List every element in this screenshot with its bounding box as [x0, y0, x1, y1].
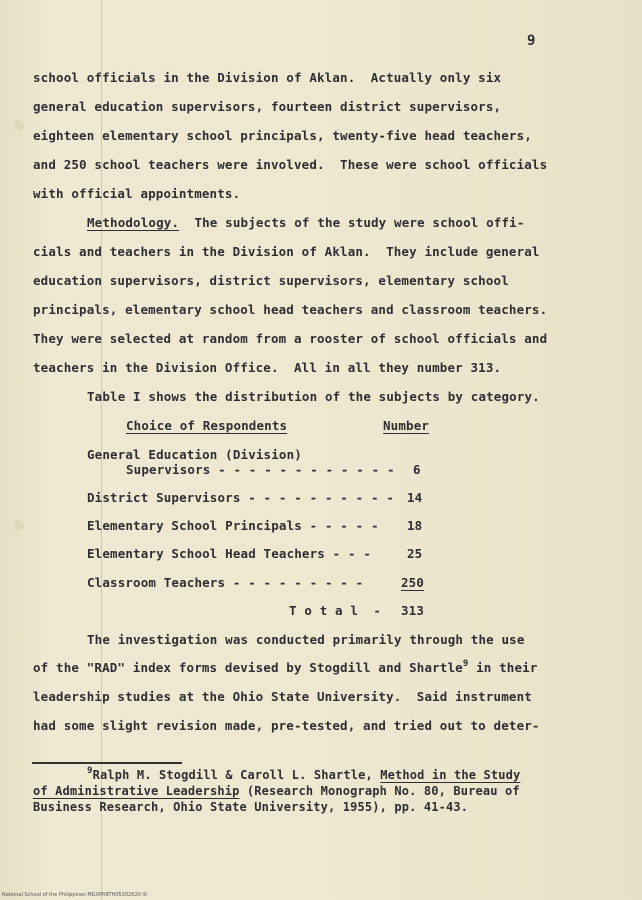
binding-hole	[14, 120, 24, 130]
footnote-reference: 9	[462, 659, 469, 669]
body-line: The investigation was conducted primarily through the use	[87, 632, 525, 647]
table-row-value: 250	[401, 575, 425, 590]
footnote-authors: Ralph M. Stogdill & Caroll L. Shartle,	[92, 768, 381, 782]
body-line: with official appointments.	[33, 186, 241, 201]
footnote-title: of Administrative Leadership	[33, 784, 240, 798]
body-text: of the "RAD" index forms devised by Stogdill and Shartle	[33, 660, 463, 675]
table-header-number: Number	[383, 418, 430, 433]
body-text: The subjects of the study were school offi-	[179, 215, 525, 230]
footnote-line	[87, 768, 520, 782]
body-line-with-footnote	[33, 660, 538, 675]
body-line: eighteen elementary school principals, twenty-five head teachers,	[33, 128, 532, 143]
table-row-value: 25	[407, 546, 423, 561]
table-row-value: 14	[407, 490, 423, 505]
body-line: general education supervisors, fourteen district supervisors,	[33, 99, 502, 114]
methodology-heading: Methodology.	[87, 215, 180, 230]
body-text: in their	[468, 660, 538, 675]
body-line: education supervisors, district supervisors, elementary school	[33, 273, 509, 288]
table-row-value: 6	[413, 462, 421, 477]
table-total-label: T o t a l -	[289, 603, 382, 618]
table-row-label: District Supervisors - - - - - - - - - -	[87, 490, 395, 505]
footnote-text: (Research Monograph No. 80, Bureau of	[239, 784, 520, 798]
table-row-label: General Education (Division)	[87, 447, 302, 462]
footnote-number: 9	[87, 766, 93, 776]
body-line: teachers in the Division Office. All in all they number 313.	[33, 360, 502, 375]
scan-footer: National School of the Philippines MGXPRRTH05202020 lit	[2, 892, 148, 898]
body-line: Table I shows the distribution of the subjects by category.	[87, 389, 540, 404]
body-line: school officials in the Division of Aklan. Actually only six	[33, 70, 502, 85]
table-row-label: Elementary School Head Teachers - - -	[87, 546, 371, 561]
footnote-line: Business Research, Ohio State University, 1955), pp. 41-43.	[33, 800, 469, 814]
table-row-label: Elementary School Principals - - - - -	[87, 518, 379, 533]
footnote-rule	[32, 762, 182, 764]
table-header-respondents: Choice of Respondents	[126, 418, 288, 433]
body-line: had some slight revision made, pre-tested, and tried out to deter-	[33, 718, 540, 733]
table-row-value: 18	[407, 518, 423, 533]
binding-hole	[14, 520, 24, 530]
table-total-value: 313	[401, 603, 425, 618]
body-line: cials and teachers in the Division of Aklan. They include general	[33, 244, 540, 259]
body-line: principals, elementary school head teachers and classroom teachers.	[33, 302, 548, 317]
table-row-label: Supervisors - - - - - - - - - - - -	[126, 462, 395, 477]
body-line: and 250 school teachers were involved. These were school officials	[33, 157, 548, 172]
body-line: They were selected at random from a rooster of school officials and	[33, 331, 548, 346]
table-row-label: Classroom Teachers - - - - - - - - -	[87, 575, 364, 590]
body-line: leadership studies at the Ohio State University. Said instrument	[33, 689, 532, 704]
footnote-title: Method in the Study	[380, 768, 521, 782]
footnote-line	[33, 784, 520, 798]
page-number: 9	[527, 33, 536, 49]
methodology-line	[87, 215, 525, 230]
